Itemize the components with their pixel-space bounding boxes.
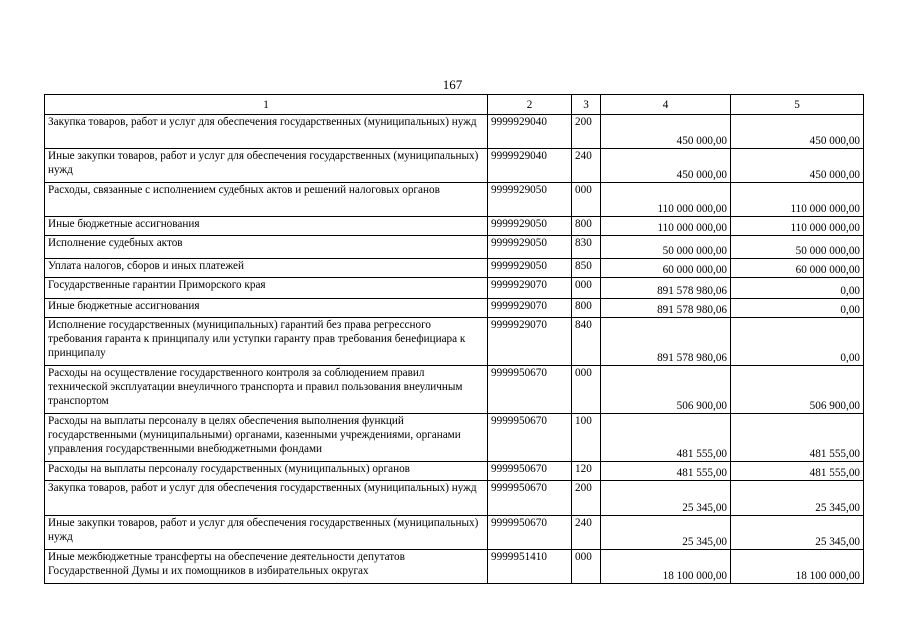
row-expense-type: 830 <box>572 236 601 259</box>
row-amount-year-2: 18 100 000,00 <box>731 550 864 584</box>
row-amount-year-1: 506 900,00 <box>601 366 731 414</box>
row-target-code: 9999929070 <box>488 318 572 366</box>
table-row <box>45 462 864 481</box>
row-amount-year-2: 0,00 <box>731 299 864 318</box>
row-amount-year-2: 0,00 <box>731 278 864 299</box>
header-row <box>45 95 864 115</box>
table-row <box>45 236 864 259</box>
row-target-code: 9999929070 <box>488 278 572 299</box>
table-row <box>45 414 864 462</box>
column-header: 1 <box>45 95 488 115</box>
row-expense-type: 000 <box>572 278 601 299</box>
row-amount-year-2: 25 345,00 <box>731 516 864 550</box>
row-amount-year-1: 18 100 000,00 <box>601 550 731 584</box>
row-amount-year-2: 450 000,00 <box>731 115 864 149</box>
row-amount-year-1: 450 000,00 <box>601 115 731 149</box>
row-target-code: 9999950670 <box>488 366 572 414</box>
table-row <box>45 366 864 414</box>
column-header: 3 <box>572 95 601 115</box>
row-amount-year-2: 481 555,00 <box>731 414 864 462</box>
row-name: Закупка товаров, работ и услуг для обеспечения государственных (муниципальных) нужд <box>45 481 488 516</box>
row-name: Расходы на выплаты персоналу в целях обеспечения выполнения функций государственными (муниципальными) органами, казенными учреждениями, органами управления государственными внебюджетными фондами <box>45 414 488 462</box>
row-target-code: 9999950670 <box>488 462 572 481</box>
row-name: Иные бюджетные ассигнования <box>45 299 488 318</box>
row-expense-type: 000 <box>572 550 601 584</box>
row-amount-year-1: 481 555,00 <box>601 414 731 462</box>
row-expense-type: 100 <box>572 414 601 462</box>
row-target-code: 9999929040 <box>488 115 572 149</box>
row-expense-type: 000 <box>572 366 601 414</box>
row-amount-year-1: 50 000 000,00 <box>601 236 731 259</box>
row-name: Расходы на выплаты персоналу государственных (муниципальных) органов <box>45 462 488 481</box>
table-row <box>45 259 864 278</box>
row-amount-year-2: 50 000 000,00 <box>731 236 864 259</box>
row-amount-year-2: 0,00 <box>731 318 864 366</box>
row-amount-year-1: 110 000 000,00 <box>601 217 731 236</box>
row-name: Закупка товаров, работ и услуг для обеспечения государственных (муниципальных) нужд <box>45 115 488 149</box>
row-amount-year-1: 450 000,00 <box>601 149 731 183</box>
row-expense-type: 240 <box>572 516 601 550</box>
row-target-code: 9999950670 <box>488 481 572 516</box>
table-row <box>45 550 864 584</box>
row-amount-year-2: 481 555,00 <box>731 462 864 481</box>
row-amount-year-1: 25 345,00 <box>601 516 731 550</box>
row-expense-type: 200 <box>572 115 601 149</box>
row-expense-type: 800 <box>572 217 601 236</box>
row-amount-year-2: 110 000 000,00 <box>731 217 864 236</box>
row-amount-year-1: 25 345,00 <box>601 481 731 516</box>
table-row <box>45 516 864 550</box>
column-header: 2 <box>488 95 572 115</box>
row-expense-type: 240 <box>572 149 601 183</box>
row-amount-year-1: 110 000 000,00 <box>601 183 731 217</box>
row-name: Исполнение судебных актов <box>45 236 488 259</box>
row-amount-year-1: 891 578 980,06 <box>601 299 731 318</box>
row-amount-year-2: 450 000,00 <box>731 149 864 183</box>
row-name: Иные закупки товаров, работ и услуг для обеспечения государственных (муниципальных) нужд <box>45 149 488 183</box>
table-row <box>45 278 864 299</box>
table-row <box>45 299 864 318</box>
row-expense-type: 000 <box>572 183 601 217</box>
table-row <box>45 318 864 366</box>
row-amount-year-2: 25 345,00 <box>731 481 864 516</box>
row-target-code: 9999929070 <box>488 299 572 318</box>
row-name: Расходы на осуществление государственного контроля за соблюдением правил технической эксплуатации внеуличного транспорта и правил пользования внеуличным транспортом <box>45 366 488 414</box>
row-name: Иные закупки товаров, работ и услуг для обеспечения государственных (муниципальных) нужд <box>45 516 488 550</box>
row-expense-type: 200 <box>572 481 601 516</box>
row-target-code: 9999951410 <box>488 550 572 584</box>
row-name: Иные межбюджетные трансферты на обеспечение деятельности депутатов Государственной Думы и их помощников в избирательных округах <box>45 550 488 584</box>
table-row <box>45 217 864 236</box>
row-amount-year-2: 110 000 000,00 <box>731 183 864 217</box>
row-amount-year-1: 891 578 980,06 <box>601 278 731 299</box>
row-expense-type: 800 <box>572 299 601 318</box>
table-row <box>45 149 864 183</box>
row-amount-year-2: 506 900,00 <box>731 366 864 414</box>
row-name: Государственные гарантии Приморского края <box>45 278 488 299</box>
row-expense-type: 850 <box>572 259 601 278</box>
row-expense-type: 120 <box>572 462 601 481</box>
row-target-code: 9999950670 <box>488 516 572 550</box>
row-expense-type: 840 <box>572 318 601 366</box>
row-amount-year-1: 481 555,00 <box>601 462 731 481</box>
row-target-code: 9999929050 <box>488 183 572 217</box>
row-target-code: 9999929050 <box>488 217 572 236</box>
row-target-code: 9999929050 <box>488 259 572 278</box>
row-amount-year-2: 60 000 000,00 <box>731 259 864 278</box>
table-row <box>45 183 864 217</box>
row-amount-year-1: 60 000 000,00 <box>601 259 731 278</box>
budget-table <box>44 94 864 584</box>
column-header: 4 <box>601 95 731 115</box>
row-name: Расходы, связанные с исполнением судебных актов и решений налоговых органов <box>45 183 488 217</box>
row-amount-year-1: 891 578 980,06 <box>601 318 731 366</box>
row-target-code: 9999929050 <box>488 236 572 259</box>
table-row <box>45 115 864 149</box>
table-row <box>45 481 864 516</box>
row-name: Иные бюджетные ассигнования <box>45 217 488 236</box>
column-header: 5 <box>731 95 864 115</box>
row-target-code: 9999950670 <box>488 414 572 462</box>
page-number: 167 <box>442 77 463 92</box>
row-target-code: 9999929040 <box>488 149 572 183</box>
row-name: Уплата налогов, сборов и иных платежей <box>45 259 488 278</box>
row-name: Исполнение государственных (муниципальных) гарантий без права регрессного требования гаранта к принципалу или уступки гаранту прав требования бенефициара к принципалу <box>45 318 488 366</box>
